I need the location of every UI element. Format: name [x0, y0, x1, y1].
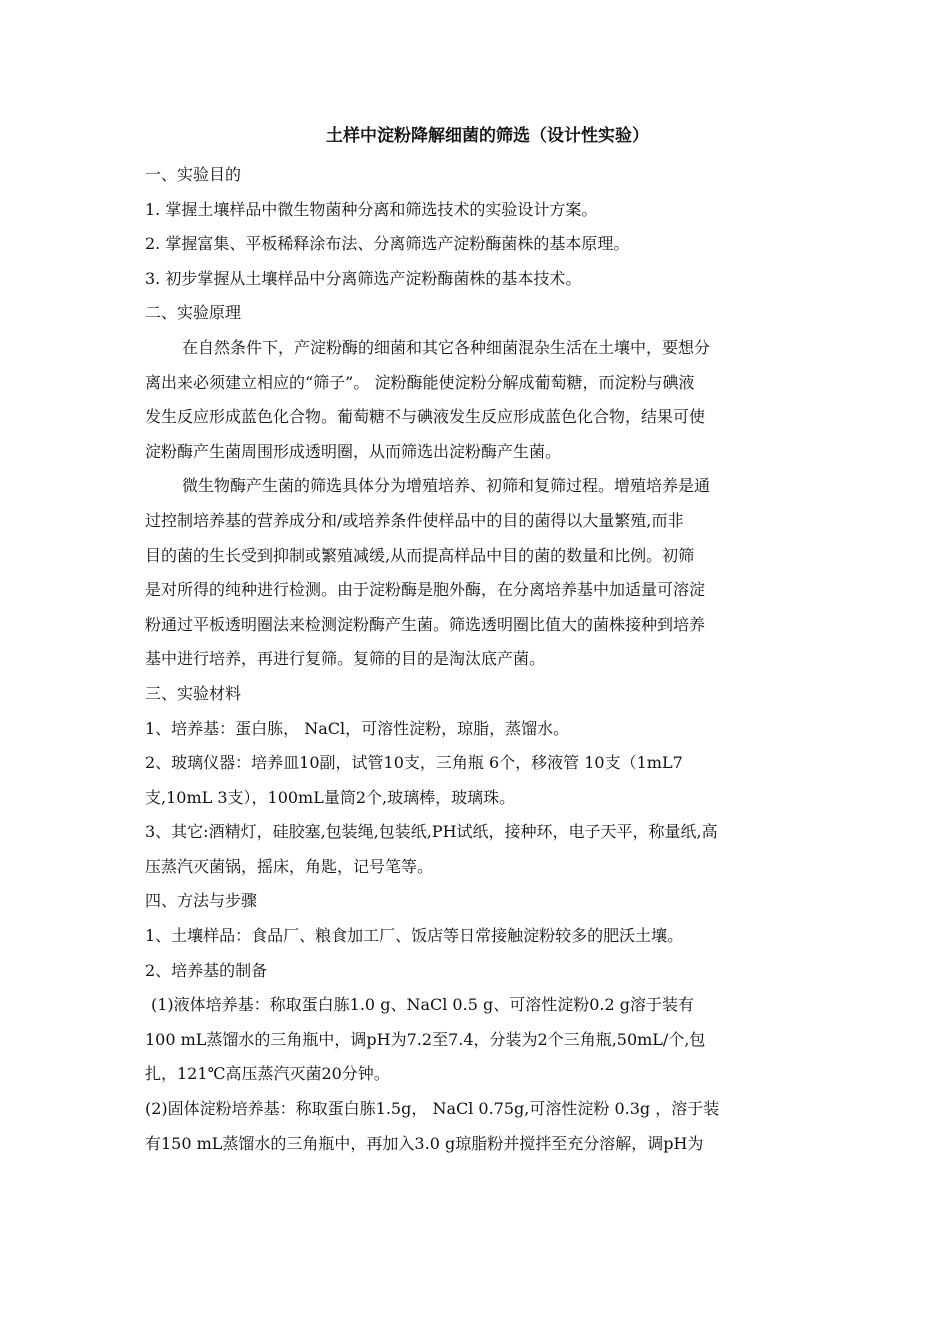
document-title: 土样中淀粉降解细菌的筛选（设计性实验）: [326, 126, 649, 146]
materials-line-4: 3、其它:酒精灯，硅胶塞,包装绳,包装纸,PH试纸，接种环，电子天平，称量纸,高: [145, 822, 718, 842]
objective-item-1: 1. 掌握土壤样品中微生物菌种分离和筛选技术的实验设计方案。: [145, 199, 598, 219]
materials-line-5: 压蒸汽灭菌锅，摇床，角匙，记号笔等。: [145, 856, 434, 876]
section-heading-objectives: 一、实验目的: [145, 165, 242, 184]
objective-item-3: 3. 初步掌握从土壤样品中分离筛选产淀粉酶菌株的基本技术。: [145, 268, 582, 288]
principle-p2-line-1: 微生物酶产生菌的筛选具体分为增殖培养、初筛和复筛过程。增殖培养是通: [182, 476, 711, 496]
materials-line-2: 2、玻璃仪器：培养皿10副，试管10支，三角瓶 6个，移液管 10支（1mL7: [145, 753, 683, 773]
methods-line-1: 1、土壤样品：食品厂、粮食加工厂、饭店等日常接触淀粉较多的肥沃土壤。: [145, 926, 684, 946]
section-heading-methods: 四、方法与步骤: [145, 891, 258, 911]
section-heading-principle: 二、实验原理: [145, 303, 242, 323]
principle-p2-line-4: 是对所得的纯种进行检测。由于淀粉酶是胞外酶，在分离培养基中加适量可溶淀: [145, 580, 706, 600]
principle-p2-line-5: 粉通过平板透明圈法来检测淀粉酶产生菌。筛选透明圈比值大的菌株接种到培养: [145, 614, 706, 634]
objective-item-2: 2. 掌握富集、平板稀释涂布法、分离筛选产淀粉酶菌株的基本原理。: [145, 234, 630, 254]
principle-p2-line-2: 过控制培养基的营养成分和/或培养条件使样品中的目的菌得以大量繁殖,而非: [145, 510, 684, 530]
solid-medium-line-2: 有150 mL蒸馏水的三角瓶中，再加入3.0 g琼脂粉并搅拌至充分溶解，调pH为: [145, 1133, 704, 1153]
materials-line-1: 1、培养基：蛋白胨， NaCl，可溶性淀粉，琼脂，蒸馏水。: [145, 718, 570, 738]
principle-p2-line-3: 目的菌的生长受到抑制或繁殖减缓,从而提高样品中目的菌的数量和比例。初筛: [145, 545, 695, 565]
liquid-medium-line-2: 100 mL蒸馏水的三角瓶中，调pH为7.2至7.4，分装为2个三角瓶,50mL/个,包: [145, 1029, 706, 1049]
solid-medium-line-1: (2)固体淀粉培养基：称取蛋白胨1.5g， NaCl 0.75g,可溶性淀粉 0.3g ，溶于装: [145, 1099, 720, 1119]
principle-p1-line-2: 离出来必须建立相应的“筛子”。 淀粉酶能使淀粉分解成葡萄糖，而淀粉与碘液: [145, 372, 695, 392]
methods-line-2: 2、培养基的制备: [145, 960, 268, 980]
section-heading-materials: 三、实验材料: [145, 683, 242, 703]
materials-line-3: 支,10mL 3支），100mL量筒2个,玻璃棒，玻璃珠。: [145, 787, 516, 807]
principle-p1-line-3: 发生反应形成蓝色化合物。葡萄糖不与碘液发生反应形成蓝色化合物，结果可使: [145, 407, 706, 427]
liquid-medium-line-3: 扎，121℃高压蒸汽灭菌20分钟。: [145, 1064, 390, 1084]
principle-p1-line-1: 在自然条件下，产淀粉酶的细菌和其它各种细菌混杂生活在土壤中，要想分: [182, 337, 711, 357]
principle-p1-line-4: 淀粉酶产生菌周围形成透明圈，从而筛选出淀粉酶产生菌。: [145, 441, 562, 461]
principle-p2-line-6: 基中进行培养，再进行复筛。复筛的目的是淘汰底产菌。: [145, 649, 546, 669]
liquid-medium-line-1: (1)液体培养基：称取蛋白胨1.0 g、NaCl 0.5 g、可溶性淀粉0.2 g溶于装有: [151, 995, 694, 1015]
